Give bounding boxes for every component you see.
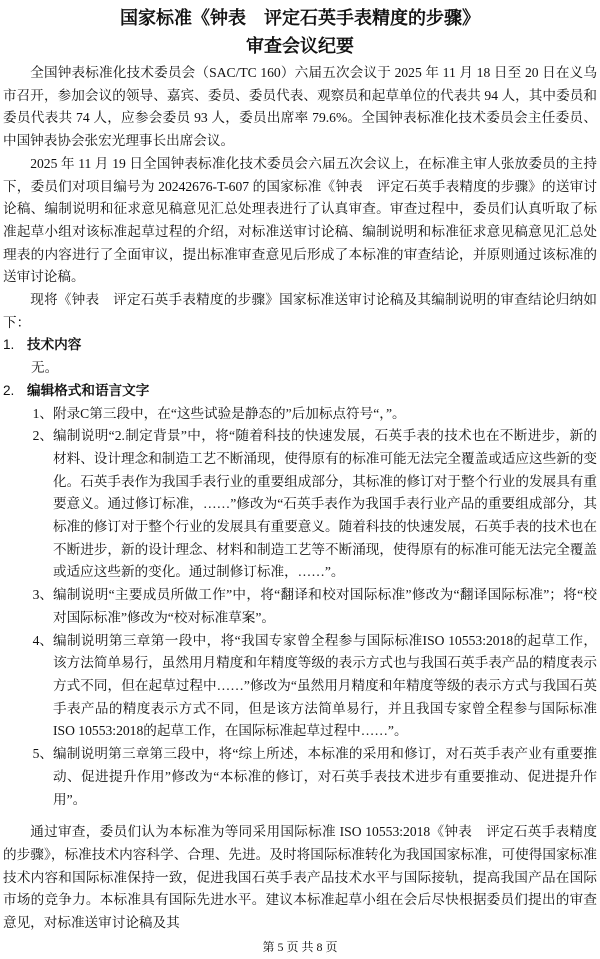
item-text: 编制说明第三章第一段中，将“我国专家曾全程参与国际标准ISO 10553:2018的起草工作，该方法简单易行，虽然用月精度和年精度等级的表示方式也与我国石英手表产品的精度表示方式不同，但在起草过程中……”修改为“虽然用月精度和年精度等级的表示方式与我国石英手表产品的精度表示方式不同，但是该方法简单易行，并且我国专家曾全程参与国际标准ISO 10553:2018的起草工作，在国际标准起草过程中……”。	[53, 632, 597, 739]
item-number: 1、	[32, 405, 53, 421]
item-text: 附录C第三段中，在“这些试验是静态的”后加标点符号“，”。	[53, 405, 406, 421]
item-text: 编制说明“主要成员所做工作”中，将“翻译和校对国际标准”修改为“翻译国际标准”；将“校对国际标准”修改为“校对标准草案”。	[53, 587, 597, 625]
list-item	[3, 630, 597, 744]
item-number: 5、	[32, 746, 53, 762]
intro-paragraph: 现将《钟表 评定石英手表精度的步骤》国家标准送审讨论稿及其编制说明的审查结论归纳如下：	[3, 292, 597, 330]
item-text: 编制说明第三章第三段中，将“综上所述，本标准的采用和修订，对石英手表产业有重要推动、促进提升作用”修改为“本标准的修订，对石英手表技术进步有重要推动、促进提升作用”。	[53, 746, 597, 807]
intro-paragraph: 2025 年 11 月 19 日全国钟表标准化技术委员会六届五次会议上，在标准主审人张放委员的主持下，委员们对项目编号为 20242676-T-607 的国家标准《钟表 评定石英手表精度的步骤》的送审讨论稿、编制说明和征求意见稿意见汇总处理表进行了认真审查。审查过程中，委员们认真听取了标准起草小组对该标准起草过程的介绍，对标准送审讨论稿、编制说明和标准征求意见稿意见汇总处理表的内容进行了全面审议，提出标准审查意见后形成了本标准的审查结论，并原则通过该标准的送审讨论稿。	[3, 155, 597, 285]
item-number: 3、	[32, 587, 53, 603]
intro-paragraph: 全国钟表标准化技术委员会（SAC/TC 160）六届五次会议于 2025 年 11 月 18 日至 20 日在义乌市召开，参加会议的领导、嘉宾、委员、委员代表、观察员和起草单位的代表共 94 人，其中委员和委员代表共 74 人，应参会委员 93 人，委员出席率 79.6%。全国钟表标准化技术委员会主任委员、中国钟表协会张宏光理事长出席会议。	[3, 65, 597, 149]
section-number: 1.	[3, 337, 15, 353]
section-title: 技术内容	[27, 337, 82, 353]
document-title: 国家标准《钟表 评定石英手表精度的步骤》	[120, 8, 480, 28]
section-title: 编辑格式和语言文字	[27, 382, 150, 398]
section-content: 无。	[31, 360, 59, 376]
list-item	[3, 584, 597, 629]
list-item	[3, 403, 597, 426]
section-number: 2.	[3, 382, 15, 398]
conclusion-paragraph: 通过审查，委员们认为本标准为等同采用国际标准 ISO 10553:2018《钟表 评定石英手表精度的步骤》，标准技术内容科学、合理、先进。及时将国际标准转化为我国国家标准，可使得国家标准技术内容和国际标准保持一致，促进我国石英手表产品技术水平与国际接轨，提高我国产品在国际市场的竞争力。本标准具有国际先进水平。建议本标准起草小组在会后尽快根据委员们提出的审查意见，对标准送审讨论稿及其	[3, 824, 597, 931]
section-heading-technical	[3, 334, 597, 357]
document-subtitle: 审查会议纪要	[246, 36, 354, 56]
item-text: 编制说明“2.制定背景”中，将“随着科技的快速发展，石英手表的技术也在不断进步，新的材料、设计理念和制造工艺不断涌现，使得原有的标准可能无法完全覆盖或适应这些新的变化。石英手表作为我国手表行业的重要组成部分，其标准的修订对于整个行业的发展具有重要意义。通过修订标准，……”修改为“石英手表作为我国手表行业产品的重要组成部分，其标准的修订对于整个行业的发展具有重要意义。随着科技的快速发展，石英手表的技术也在不断进步，新的设计理念、材料和制造工艺等不断涌现，使得原有的标准可能无法完全覆盖或适应这些新的变化。通过制修订标准，……”。	[53, 428, 597, 580]
list-item	[3, 743, 597, 811]
spacer	[3, 811, 597, 821]
item-number: 4、	[32, 632, 53, 648]
page-number: 第 5 页 共 8 页	[262, 939, 338, 954]
section-heading-editorial	[3, 380, 597, 403]
list-item	[3, 425, 597, 584]
item-number: 2、	[32, 428, 53, 444]
